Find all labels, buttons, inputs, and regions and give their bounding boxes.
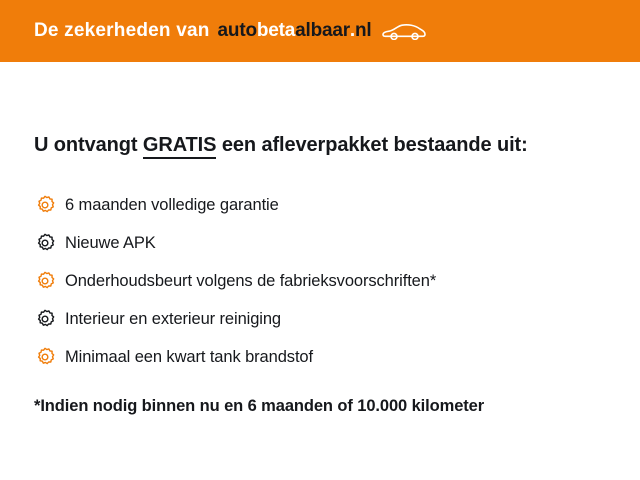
list-item-label: Nieuwe APK <box>65 233 156 252</box>
list-item <box>34 263 606 299</box>
brand-part-auto: auto <box>217 20 257 41</box>
list-item-label: 6 maanden volledige garantie <box>65 195 279 214</box>
headline-prefix: U ontvangt <box>34 134 143 156</box>
list-item <box>34 339 606 375</box>
header-banner <box>0 0 640 62</box>
list-item <box>34 187 606 223</box>
list-item <box>34 301 606 337</box>
brand-part-albaar: albaar <box>295 20 350 41</box>
list-item-label: Onderhoudsbeurt volgens de fabrieksvoorschriften* <box>65 271 437 290</box>
gear-icon <box>34 270 56 292</box>
benefits-list <box>34 187 606 375</box>
list-item-label: Interieur en exterieur reiniging <box>65 309 282 328</box>
list-item-label: Minimaal een kwart tank brandstof <box>65 347 313 366</box>
car-icon <box>381 22 427 40</box>
brand-part-beta: beta <box>256 20 296 41</box>
footnote-text: *Indien nodig binnen nu en 6 maanden of 10.000 kilometer <box>34 397 485 415</box>
gear-icon <box>34 194 56 216</box>
brand-logo <box>218 20 427 42</box>
page-title <box>34 134 606 157</box>
brand-part-tld: nl <box>355 20 372 41</box>
brand-part-dot: . <box>349 20 356 41</box>
gear-icon <box>34 308 56 330</box>
main-content <box>0 62 640 480</box>
gear-icon <box>34 346 56 368</box>
list-item <box>34 225 606 261</box>
gear-icon <box>34 232 56 254</box>
headline-suffix: een afleverpakket bestaande uit: <box>216 134 528 156</box>
header-tagline: De zekerheden van <box>34 20 210 41</box>
headline-highlight: GRATIS <box>143 134 216 159</box>
